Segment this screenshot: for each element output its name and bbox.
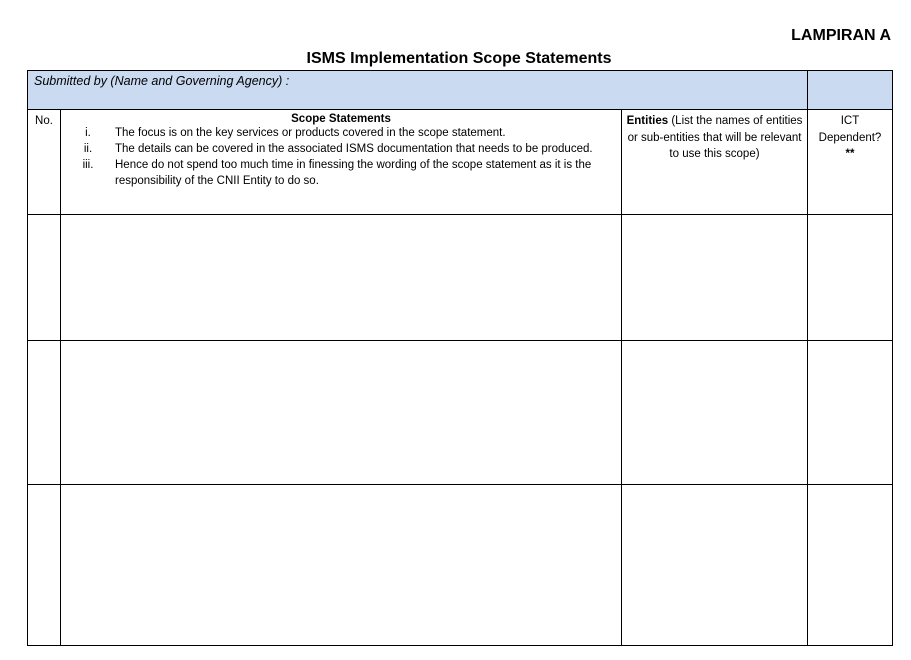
header-row — [28, 110, 893, 215]
submitted-by-field[interactable] — [808, 71, 893, 110]
submitted-by-label: Submitted by (Name and Governing Agency) : — [28, 71, 808, 110]
scope-statements-title: Scope Statements — [291, 113, 391, 125]
document-title: ISMS Implementation Scope Statements — [306, 50, 612, 67]
scope-table — [27, 70, 893, 646]
cell-ict-dependent[interactable] — [808, 215, 893, 341]
cell-entities[interactable] — [622, 341, 808, 485]
cell-ict-dependent[interactable] — [808, 485, 893, 646]
ict-label-line1: ICT — [840, 115, 860, 127]
table-row — [28, 215, 893, 341]
cell-scope-statement[interactable] — [61, 485, 622, 646]
header-scope-statements — [61, 110, 622, 215]
guideline-text: The details can be covered in the associated ISMS documentation that needs to be produced. — [115, 143, 593, 155]
table-row — [28, 341, 893, 485]
cell-no[interactable] — [28, 485, 61, 646]
header-ict-dependent — [808, 110, 893, 215]
table-row — [28, 485, 893, 646]
guideline-number: i. — [85, 127, 91, 139]
header-no: No. — [28, 110, 61, 215]
cell-no[interactable] — [28, 215, 61, 341]
cell-no[interactable] — [28, 341, 61, 485]
scope-guidelines-list — [61, 125, 621, 189]
guideline-item — [61, 157, 621, 189]
guideline-text: The focus is on the key services or products covered in the scope statement. — [115, 127, 506, 139]
entities-description: (List the names of entities or sub-entities that will be relevant to use this scope) — [627, 115, 803, 160]
entities-label: Entities — [626, 115, 669, 127]
annex-label: LAMPIRAN A — [791, 27, 891, 44]
header-entities — [622, 110, 808, 215]
cell-entities[interactable] — [622, 215, 808, 341]
ict-label-footnote: ** — [845, 148, 855, 160]
cell-scope-statement[interactable] — [61, 215, 622, 341]
guideline-number: ii. — [83, 143, 93, 155]
cell-scope-statement[interactable] — [61, 341, 622, 485]
guideline-text: Hence do not spend too much time in finessing the wording of the scope statement as it is the responsibility of the CNII Entity to do so. — [115, 159, 592, 187]
cell-ict-dependent[interactable] — [808, 341, 893, 485]
cell-entities[interactable] — [622, 485, 808, 646]
guideline-number: iii. — [82, 159, 94, 171]
guideline-item — [61, 141, 621, 157]
ict-label-line2: Dependent? — [818, 131, 882, 144]
guideline-item — [61, 125, 621, 141]
submitted-by-row — [28, 71, 893, 110]
